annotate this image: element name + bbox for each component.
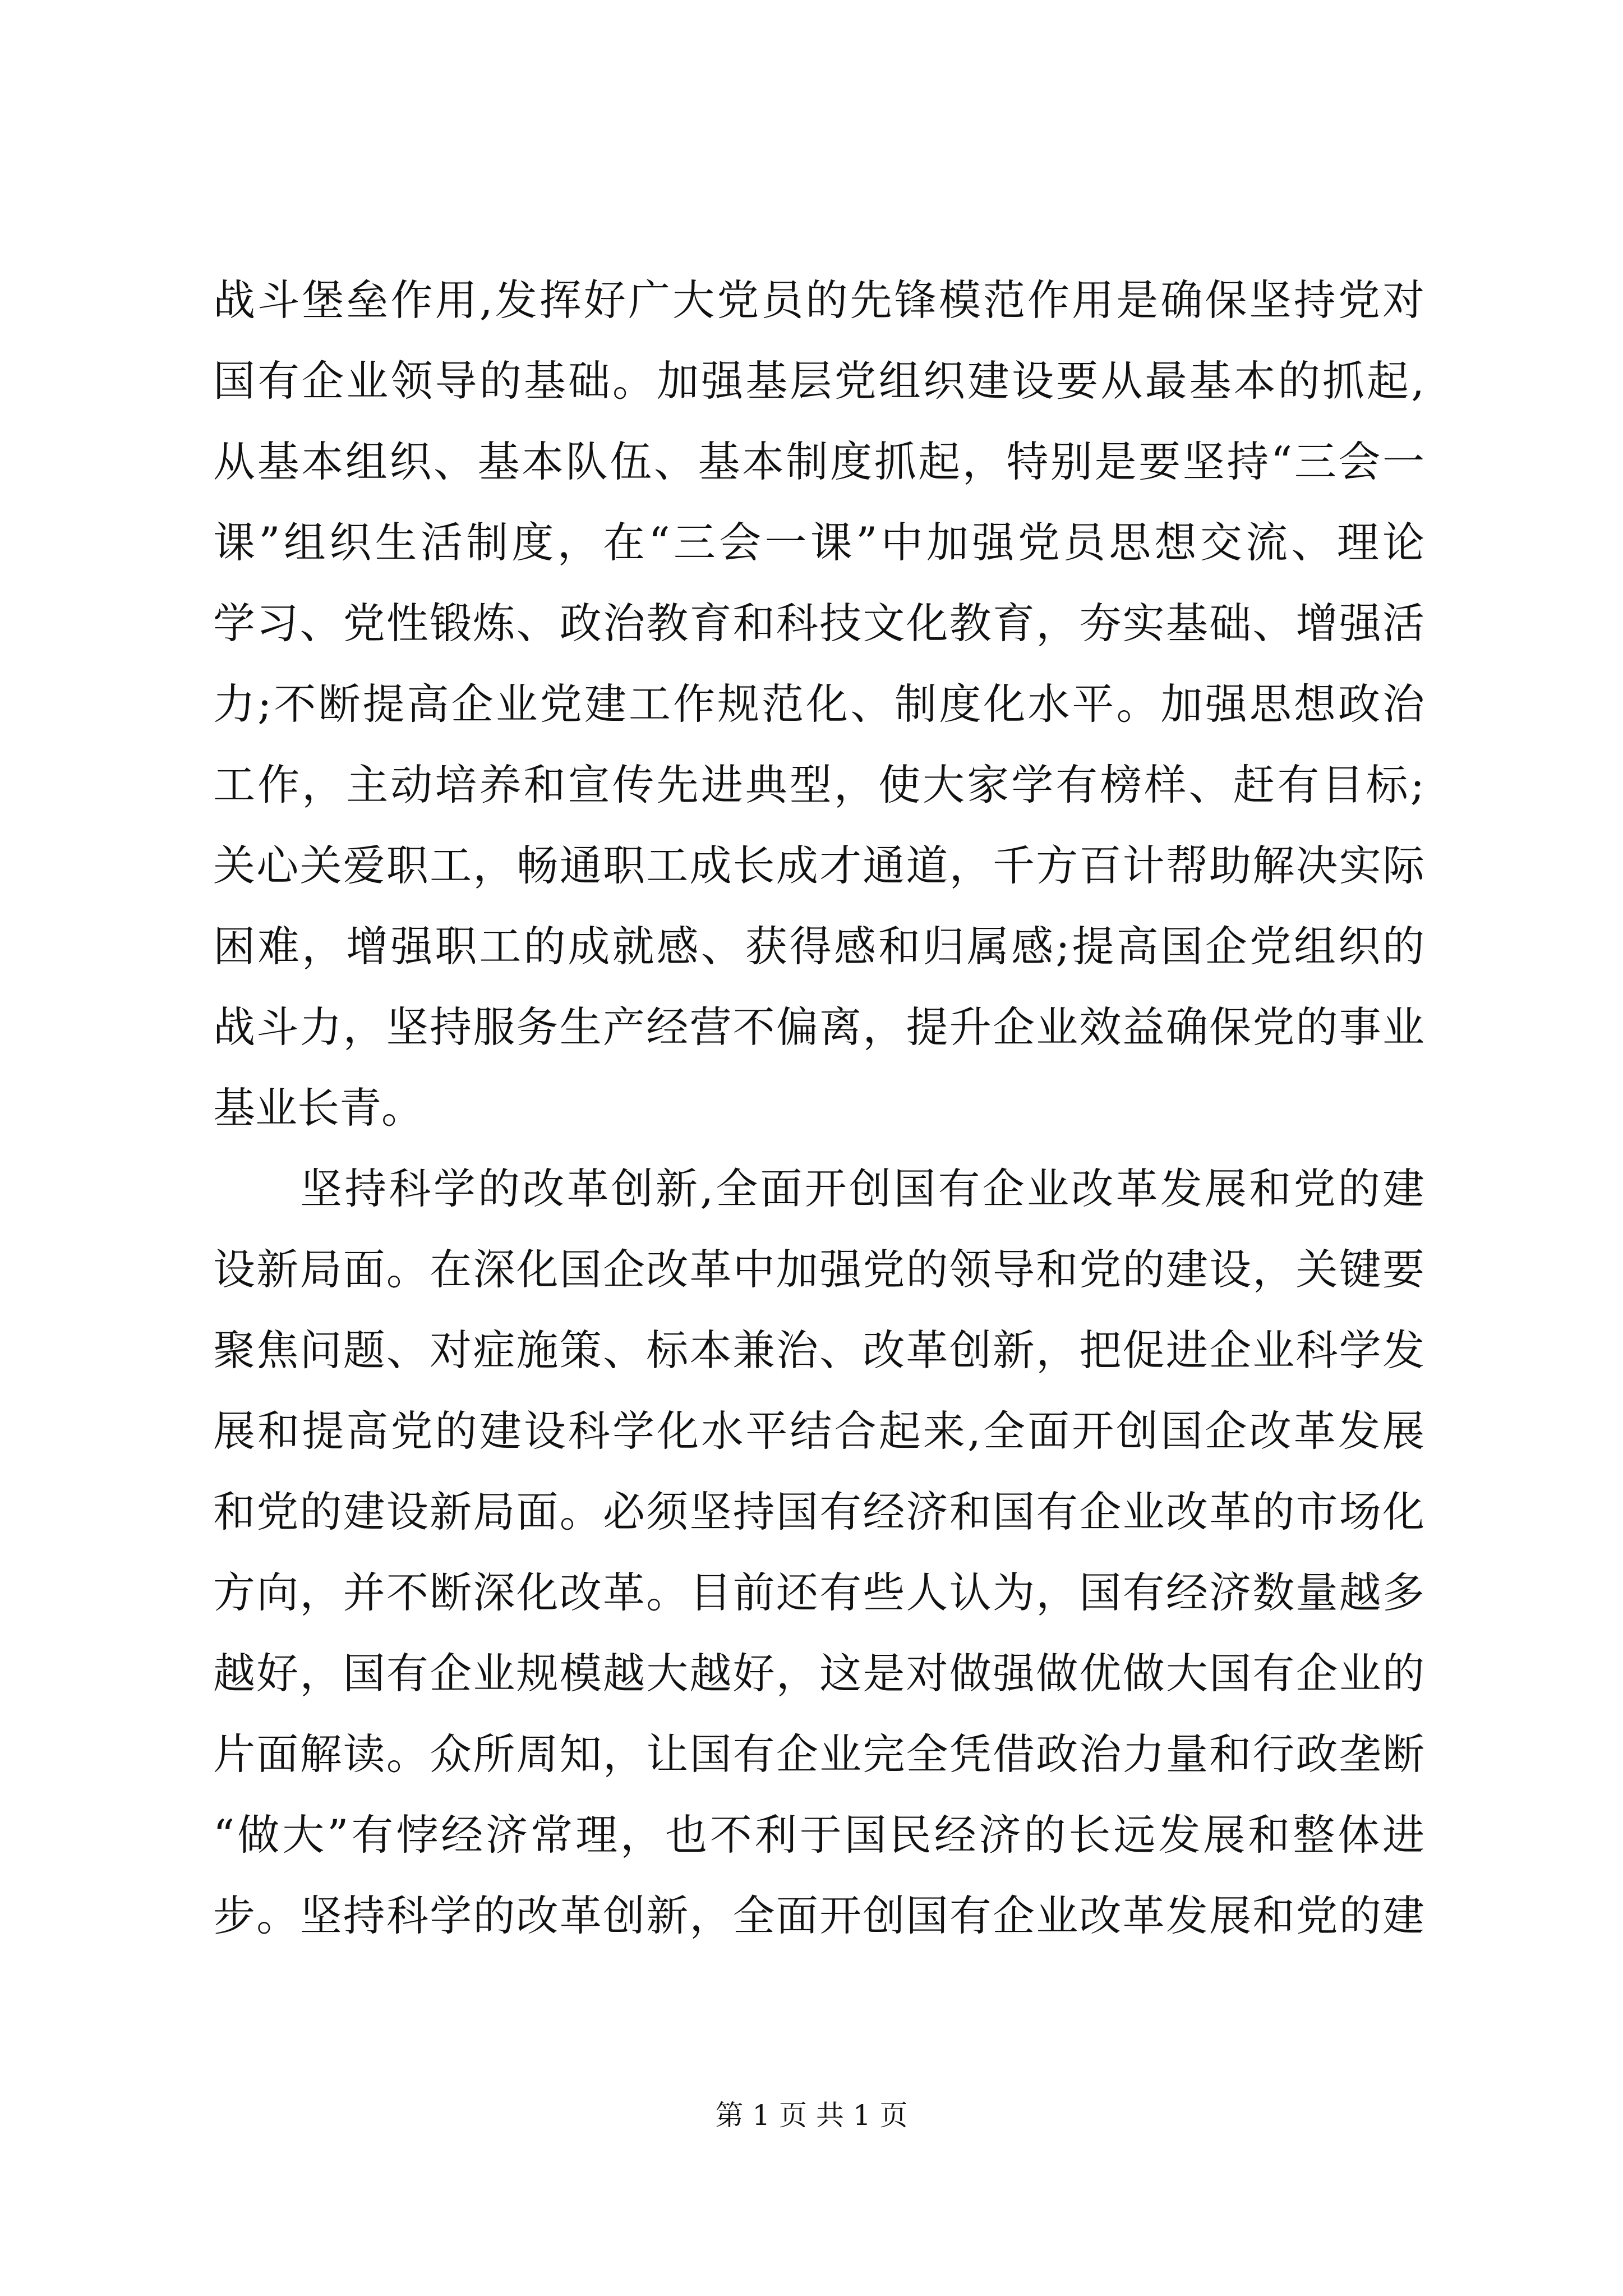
text-line: “做大”有悖经济常理，也不利于国民经济的长远发展和整体进	[213, 1810, 1424, 1860]
document-body	[213, 260, 1424, 1956]
text-line: 国有企业领导的基础。加强基层党组织建设要从最基本的抓起,	[213, 356, 1424, 406]
text-line: 课”组织生活制度，在“三会一课”中加强党员思想交流、理论	[213, 518, 1424, 567]
text-line: 力;不断提高企业党建工作规范化、制度化水平。加强思想政治	[213, 679, 1424, 729]
text-line: 聚焦问题、对症施策、标本兼治、改革创新，把促进企业科学发	[213, 1326, 1424, 1375]
text-line: 展和提高党的建设科学化水平结合起来,全面开创国企改革发展	[213, 1406, 1424, 1456]
text-line: 关心关爱职工，畅通职工成长成才通道，千方百计帮助解决实际	[213, 841, 1424, 890]
paragraph-2	[213, 1148, 1424, 1956]
text-line: 困难，增强职工的成就感、获得感和归属感;提高国企党组织的	[213, 922, 1424, 971]
text-line: 坚持科学的改革创新,全面开创国有企业改革发展和党的建	[300, 1164, 1424, 1213]
text-line: 片面解读。众所周知，让国有企业完全凭借政治力量和行政垄断	[213, 1729, 1424, 1779]
text-line: 越好，国有企业规模越大越好，这是对做强做优做大国有企业的	[213, 1649, 1424, 1698]
paragraph-1	[213, 260, 1424, 1148]
text-line: 步。坚持科学的改革创新，全面开创国有企业改革发展和党的建	[213, 1891, 1424, 1940]
text-line: 从基本组织、基本队伍、基本制度抓起，特别是要坚持“三会一	[213, 437, 1424, 486]
page-number-footer: 第 1 页 共 1 页	[715, 2099, 908, 2132]
text-line: 工作，主动培养和宣传先进典型，使大家学有榜样、赶有目标;	[213, 760, 1424, 809]
text-line: 战斗堡垒作用,发挥好广大党员的先锋模范作用是确保坚持党对	[213, 275, 1424, 325]
text-line: 方向，并不断深化改革。目前还有些人认为，国有经济数量越多	[213, 1568, 1424, 1617]
text-line: 基业长青。	[213, 1083, 424, 1133]
text-line: 学习、党性锻炼、政治教育和科技文化教育，夯实基础、增强活	[213, 599, 1424, 648]
text-line: 和党的建设新局面。必须坚持国有经济和国有企业改革的市场化	[213, 1487, 1424, 1536]
text-line: 设新局面。在深化国企改革中加强党的领导和党的建设，关键要	[213, 1245, 1424, 1294]
text-line: 战斗力，坚持服务生产经营不偏离，提升企业效益确保党的事业	[213, 1002, 1424, 1052]
